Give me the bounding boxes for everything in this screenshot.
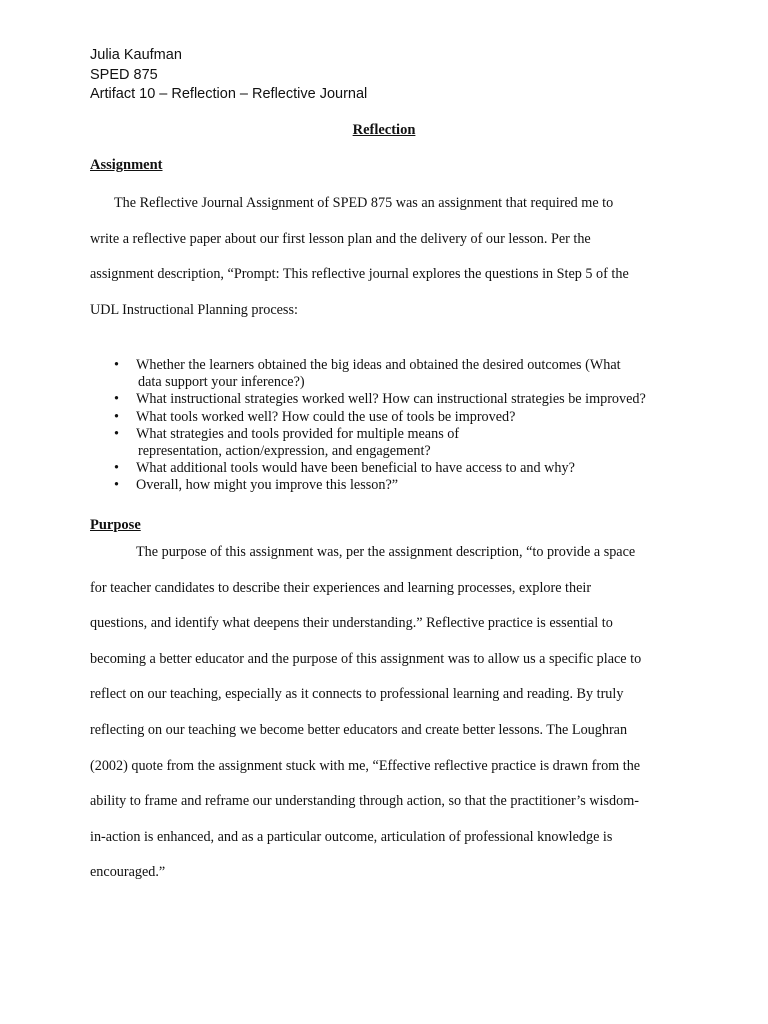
- artifact-title: Artifact 10 – Reflection – Reflective Journal: [90, 86, 368, 102]
- purpose-paragraph: [90, 544, 680, 900]
- paragraph-line: encouraged.”: [90, 864, 166, 881]
- list-item: [90, 391, 690, 408]
- paragraph-line: in-action is enhanced, and as a particular outcome, articulation of professional knowledge is: [90, 828, 613, 845]
- list-item: [90, 477, 690, 494]
- bullet-icon: •: [114, 391, 119, 408]
- list-item-continuation: representation, action/expression, and engagement?: [138, 443, 431, 460]
- list-item: [90, 426, 690, 460]
- document-header: [90, 46, 367, 105]
- paragraph-line: The purpose of this assignment was, per the assignment description, “to provide a space: [136, 544, 636, 560]
- list-item-text: Overall, how might you improve this lesson?”: [136, 477, 399, 494]
- list-item: [90, 409, 690, 426]
- paragraph-line: becoming a better educator and the purpose of this assignment was to allow us a specific place to: [90, 650, 642, 667]
- list-item-text: What instructional strategies worked well? How can instructional strategies be improved?: [136, 391, 646, 408]
- list-item-continuation: data support your inference?): [138, 374, 305, 391]
- list-item: [90, 357, 690, 391]
- purpose-heading: Purpose: [90, 517, 141, 533]
- bullet-icon: •: [114, 425, 119, 442]
- list-item-text: What additional tools would have been beneficial to have access to and why?: [136, 460, 575, 477]
- paragraph-line: reflecting on our teaching we become better educators and create better lessons. The Loughran: [90, 721, 628, 738]
- assignment-paragraph: [90, 195, 680, 337]
- page-title: Reflection: [352, 122, 416, 138]
- paragraph-line: ability to frame and reframe our understanding through action, so that the practitioner’s wisdom-: [90, 793, 639, 810]
- paragraph-line: questions, and identify what deepens their understanding.” Reflective practice is essential to: [90, 615, 613, 632]
- paragraph-line: UDL Instructional Planning process:: [90, 301, 298, 318]
- assignment-heading: Assignment: [90, 157, 163, 173]
- paragraph-line: The Reflective Journal Assignment of SPED 875 was an assignment that required me to: [114, 195, 614, 211]
- list-item-text: What strategies and tools provided for multiple means of: [136, 425, 460, 442]
- list-item: [90, 460, 690, 477]
- bullet-icon: •: [114, 357, 119, 373]
- paragraph-line: (2002) quote from the assignment stuck with me, “Effective reflective practice is drawn from the: [90, 757, 641, 774]
- bullet-icon: •: [114, 408, 119, 425]
- author-name: Julia Kaufman: [90, 47, 182, 63]
- prompt-question-list: [90, 357, 690, 495]
- paragraph-line: write a reflective paper about our first lesson plan and the delivery of our lesson. Per the: [90, 230, 591, 247]
- paragraph-line: reflect on our teaching, especially as it connects to professional learning and reading. By truly: [90, 686, 624, 703]
- bullet-icon: •: [114, 460, 119, 477]
- list-item-text: What tools worked well? How could the use of tools be improved?: [136, 408, 516, 425]
- paragraph-line: for teacher candidates to describe their experiences and learning processes, explore their: [90, 579, 592, 596]
- course-code: SPED 875: [90, 66, 158, 83]
- list-item-text: Whether the learners obtained the big ideas and obtained the desired outcomes (What: [136, 357, 621, 373]
- paragraph-line: assignment description, “Prompt: This reflective journal explores the questions in Step 5 of the: [90, 266, 629, 283]
- bullet-icon: •: [114, 477, 119, 494]
